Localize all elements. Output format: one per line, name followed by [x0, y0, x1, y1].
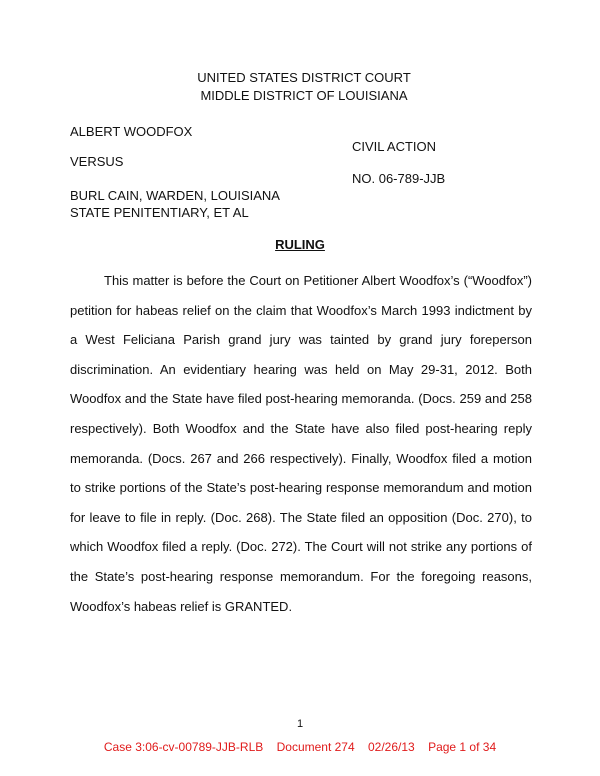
court-name: UNITED STATES DISTRICT COURT [197, 70, 411, 85]
footer-date: 02/26/13 [368, 740, 415, 754]
page-number: 1 [296, 718, 304, 730]
defendant-line-2: STATE PENITENTIARY, ET AL [70, 205, 249, 220]
ruling-paragraph-text: This matter is before the Court on Petitioner Albert Woodfox’s (“Woodfox”) petition for habeas relief on the claim that Woodfox’s March 1993 indictment by a West Feliciana Parish grand jury was tainted by grand jury foreperson discrimination. An evidentiary hearing was held on May 29-31, 2012. Both Woodfox and the State have filed post-hearing memoranda. (Docs. 259 and 258 respectively). Both Woodfox and the State have also filed post-hearing reply memoranda. (Docs. 267 and 266 respectively). Finally, Woodfox filed a motion to strike portions of the State’s post-hearing response memorandum and motion for leave to file in reply. (Doc. 268). The State filed an opposition (Doc. 270), to which Woodfox filed a reply. (Doc. 272). The Court will not strike any portions of the State’s post-hearing response memorandum. For the foregoing reasons, Woodfox’s habeas relief is GRANTED. [70, 273, 532, 614]
plaintiff-name: ALBERT WOODFOX [70, 124, 193, 139]
footer-page: Page 1 of 34 [428, 740, 497, 754]
document-title: RULING [275, 237, 325, 252]
ruling-paragraph [70, 266, 532, 621]
court-district: MIDDLE DISTRICT OF LOUISIANA [200, 88, 408, 103]
filing-stamp [0, 739, 600, 755]
footer-document: Document 274 [276, 740, 355, 754]
defendant-line-1: BURL CAIN, WARDEN, LOUISIANA [70, 188, 280, 203]
action-type: CIVIL ACTION [352, 139, 437, 154]
versus-label: VERSUS [70, 154, 124, 169]
case-number: NO. 06-789-JJB [352, 171, 446, 186]
footer-case: Case 3:06-cv-00789-JJB-RLB [103, 740, 264, 754]
